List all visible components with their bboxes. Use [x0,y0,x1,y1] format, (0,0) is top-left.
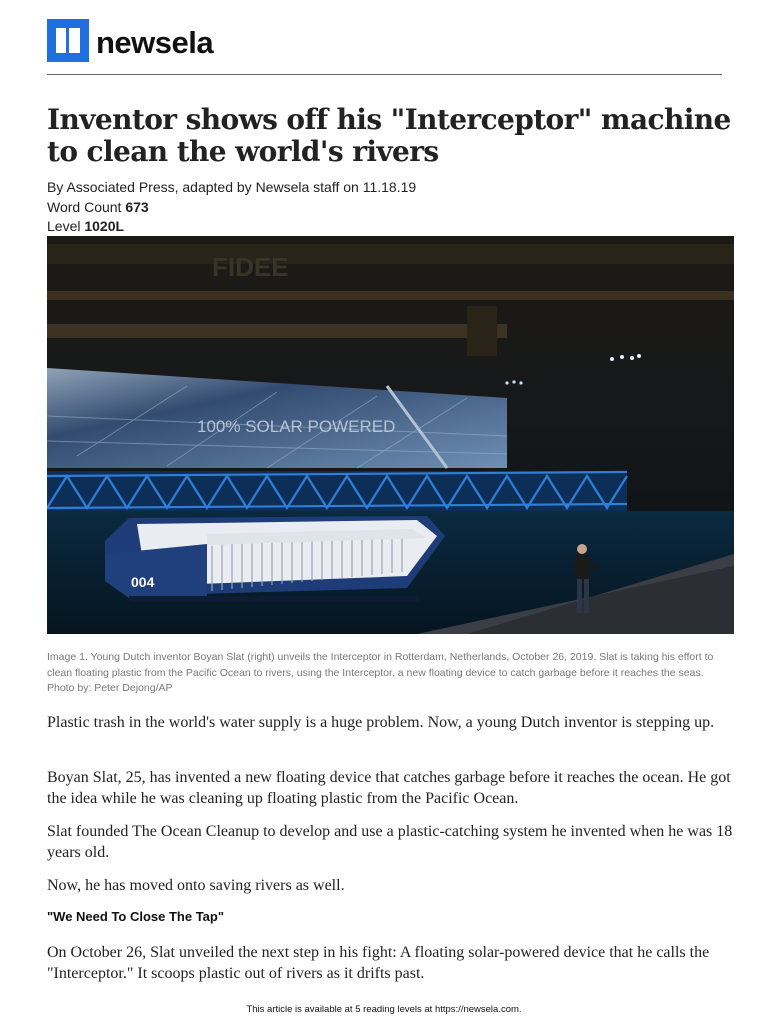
paragraph-2: Boyan Slat, 25, has invented a new floating device that catches garbage before it reaches the ocean. He got the idea while he was cleaning up floating plastic from the Pacific Ocean. [47,769,731,807]
reading-level-value: 1020L [84,218,125,234]
word-count: Word Count 673 [47,198,149,215]
wall-text: FIDEE [212,252,289,282]
boat-number: 004 [131,574,155,590]
newsela-logo-icon [47,19,89,62]
article-meta [47,178,416,237]
newsela-logo[interactable] [47,19,213,62]
header-divider [47,74,722,75]
article-title: Inventor shows off his "Interceptor" machine to clean the world's rivers [47,103,731,168]
paragraph-1: Plastic trash in the world's water supply is a huge problem. Now, a young Dutch inventor is stepping up. [47,714,715,731]
byline: By Associated Press, adapted by Newsela staff on 11.18.19 [47,179,417,195]
reading-level: Level 1020L [47,218,125,234]
paragraph-4: Now, he has moved onto saving rivers as well. [47,877,345,894]
paragraph-5: On October 26, Slat unveiled the next step in his fight: A floating solar-powered device that he calls the "Interceptor." It scoops plastic out of rivers as it drifts past. [47,944,710,982]
word-count-value: 673 [125,198,149,215]
logo-text: newsela [96,24,214,60]
article-photo [47,236,734,634]
page-footer: This article is available at 5 reading levels at https://newsela.com. [246,1004,522,1015]
solar-sign: 100% SOLAR POWERED [197,417,396,436]
section-subheading: "We Need To Close The Tap" [47,909,225,924]
paragraph-3: Slat founded The Ocean Cleanup to develop and use a plastic-catching system he invented when he was 18 years old. [47,823,733,861]
image-caption: Image 1. Young Dutch inventor Boyan Slat (right) unveils the Interceptor in Rotterdam, Netherlands, October 26, 2019. Slat is taking his effort to clean floating plastic from the Pacific Ocean to rivers, using the Interceptor, a new floating device to catch garbage before it reaches the seas. Photo by: Peter Dejong/AP [47,651,714,694]
